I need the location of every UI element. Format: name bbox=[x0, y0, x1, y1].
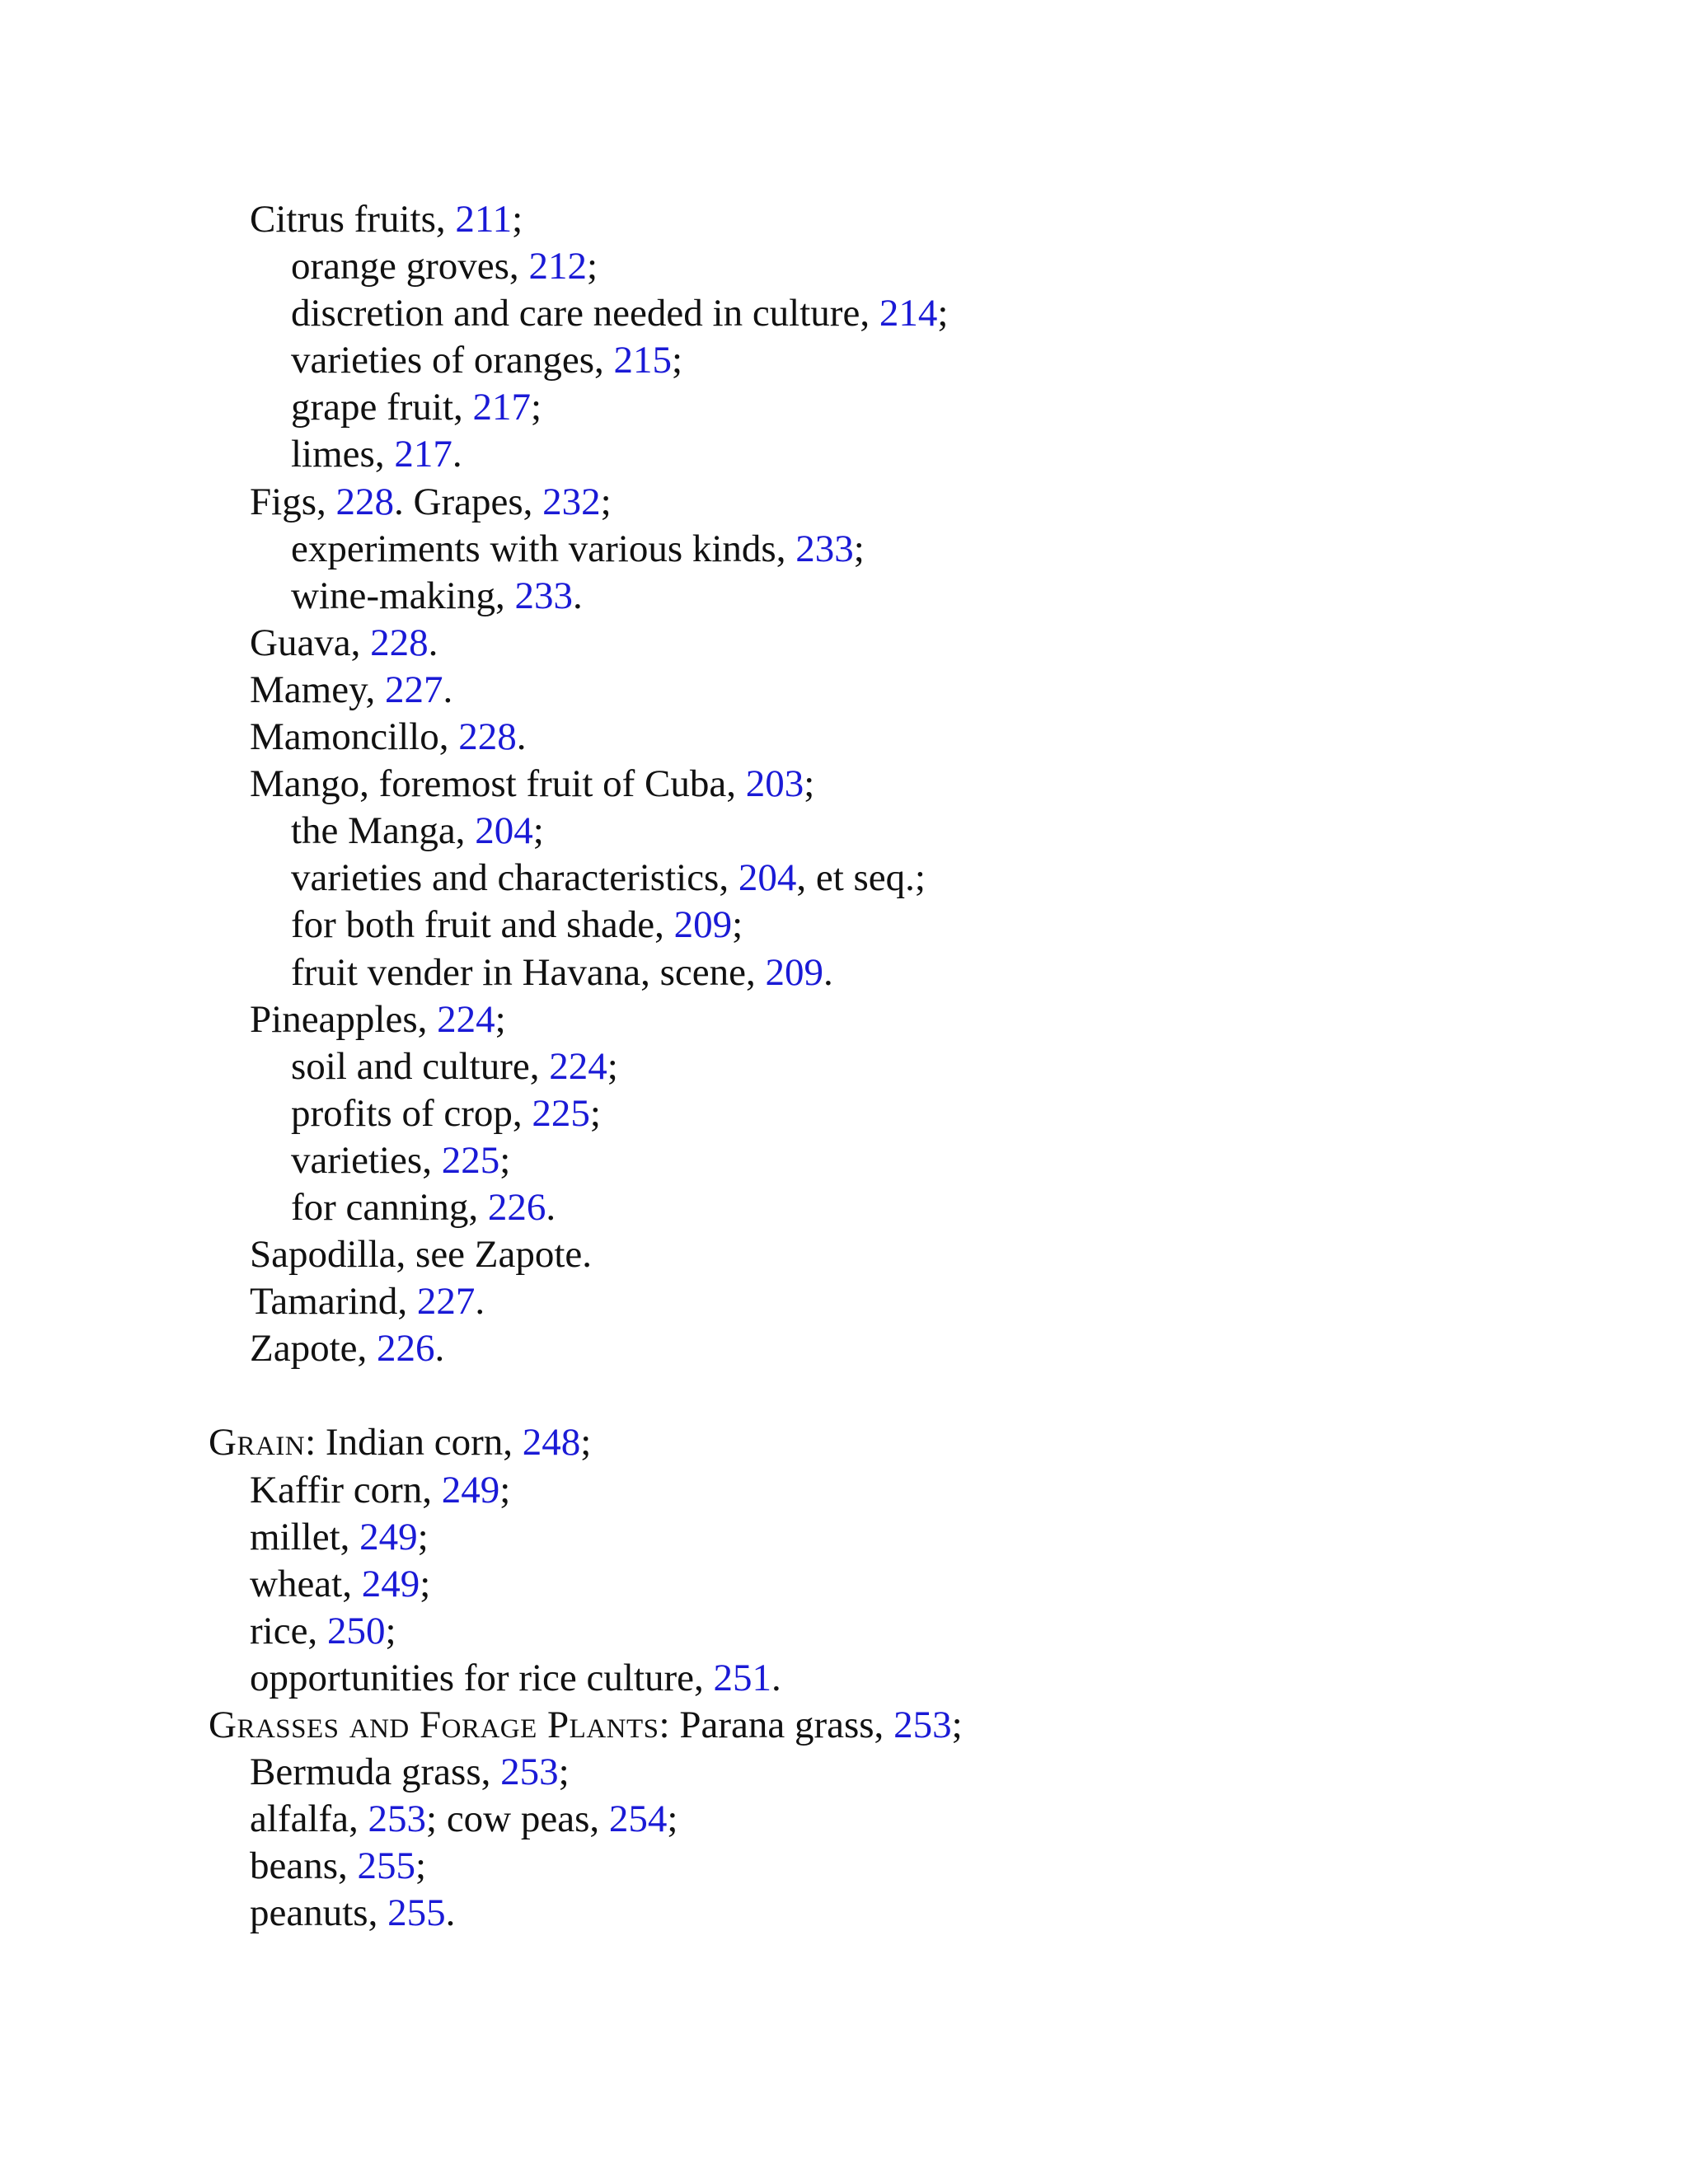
entry-text: varieties, bbox=[291, 1138, 442, 1182]
index-subentry bbox=[209, 431, 1610, 478]
page-number-link[interactable]: 233 bbox=[514, 574, 573, 617]
page-number-link[interactable]: 217 bbox=[472, 386, 532, 429]
entry-text: : Parana grass, bbox=[659, 1704, 894, 1746]
index-subentry bbox=[209, 1090, 1610, 1137]
page-number-link[interactable]: 228 bbox=[335, 480, 394, 523]
entry-text: ; bbox=[499, 1138, 511, 1182]
entry-text: ; cow peas, bbox=[426, 1797, 609, 1841]
entry-text: . bbox=[434, 1327, 445, 1371]
page-number-link[interactable]: 211 bbox=[455, 198, 513, 241]
entry-text: ; bbox=[853, 527, 865, 570]
entry-text: orange groves, bbox=[291, 245, 529, 288]
entry-text: varieties and characteristics, bbox=[291, 856, 738, 900]
index-subentry bbox=[209, 1043, 1610, 1090]
entry-text: Tamarind, bbox=[250, 1280, 417, 1324]
index-entry bbox=[209, 479, 1610, 526]
entry-text: ; bbox=[531, 386, 542, 429]
entry-text: . bbox=[445, 1891, 456, 1935]
entry-text: alfalfa, bbox=[250, 1797, 368, 1841]
entry-text: soil and culture, bbox=[291, 1044, 550, 1088]
page-number-link[interactable]: 253 bbox=[893, 1704, 952, 1746]
page-number-link[interactable]: 255 bbox=[387, 1891, 446, 1935]
entry-text: . bbox=[428, 621, 438, 664]
index-subentry bbox=[209, 290, 1610, 337]
entry-text: Mamey, bbox=[250, 668, 386, 711]
index-subentry bbox=[209, 808, 1610, 855]
entry-text: beans, bbox=[250, 1844, 358, 1888]
entry-text: ; bbox=[495, 997, 506, 1041]
page-number-link[interactable]: 215 bbox=[613, 339, 673, 382]
page-number-link[interactable]: 233 bbox=[795, 527, 854, 570]
page-number-link[interactable]: 203 bbox=[745, 762, 804, 806]
entry-text: Mango, foremost fruit of Cuba, bbox=[250, 762, 746, 806]
entry-text: wheat, bbox=[250, 1562, 362, 1605]
entry-text: ; bbox=[600, 480, 612, 523]
page-number-link[interactable]: 250 bbox=[326, 1609, 386, 1652]
page-number-link[interactable]: 227 bbox=[416, 1280, 476, 1324]
page-number-link[interactable]: 224 bbox=[549, 1044, 607, 1088]
page-number-link[interactable]: 248 bbox=[522, 1421, 581, 1465]
page-number-link[interactable]: 209 bbox=[673, 903, 733, 947]
entry-text: . bbox=[516, 715, 527, 759]
entry-text: ; bbox=[586, 245, 598, 288]
index-entry bbox=[209, 1231, 1610, 1278]
entry-text: . bbox=[771, 1656, 781, 1699]
index-entry bbox=[209, 196, 1610, 243]
entry-text: opportunities for rice culture, bbox=[250, 1656, 714, 1699]
index-entry bbox=[209, 1796, 1610, 1843]
index-entry bbox=[209, 1325, 1610, 1372]
entry-text: ; bbox=[532, 809, 544, 853]
entry-text: limes, bbox=[291, 433, 395, 476]
entry-text: experiments with various kinds, bbox=[291, 527, 796, 570]
index-list bbox=[209, 196, 1610, 1937]
entry-text: grape fruit, bbox=[291, 386, 473, 429]
entry-text: for both fruit and shade, bbox=[291, 903, 674, 947]
entry-text: the Manga, bbox=[291, 809, 476, 853]
index-entry bbox=[209, 1467, 1610, 1514]
page-number-link[interactable]: 232 bbox=[542, 480, 601, 523]
entry-text: . bbox=[823, 950, 833, 994]
entry-text: ; bbox=[804, 762, 815, 806]
entry-text: ; bbox=[385, 1609, 396, 1652]
page-number-link[interactable]: 249 bbox=[361, 1562, 420, 1605]
index-subentry bbox=[209, 902, 1610, 949]
entry-text: wine-making, bbox=[291, 574, 515, 617]
entry-text: : Indian corn, bbox=[305, 1421, 523, 1465]
page-number-link[interactable]: 217 bbox=[394, 433, 452, 476]
entry-text: . bbox=[452, 433, 462, 476]
entry-text: Pineapples, bbox=[250, 997, 438, 1041]
entry-text: for canning, bbox=[291, 1185, 488, 1229]
page-number-link[interactable]: 255 bbox=[357, 1844, 416, 1888]
index-entry bbox=[209, 714, 1610, 761]
entry-text: Guava, bbox=[250, 621, 371, 664]
entry-text: Sapodilla, see Zapote. bbox=[250, 1233, 593, 1277]
entry-text: . Grapes, bbox=[394, 480, 543, 523]
index-subentry bbox=[209, 1184, 1610, 1231]
index-subentry bbox=[209, 384, 1610, 431]
page-number-link[interactable]: 209 bbox=[765, 950, 823, 994]
index-entry bbox=[209, 1561, 1610, 1608]
page-number-link[interactable]: 226 bbox=[487, 1185, 546, 1229]
index-subentry bbox=[209, 243, 1610, 290]
entry-text: ; bbox=[607, 1044, 618, 1088]
entry-text: ; bbox=[512, 198, 523, 241]
index-entry bbox=[209, 1843, 1610, 1890]
entry-text: discretion and care needed in culture, bbox=[291, 292, 879, 335]
index-subentry bbox=[209, 855, 1610, 902]
entry-text: ; bbox=[417, 1515, 429, 1558]
page-number-link[interactable]: 227 bbox=[385, 668, 443, 711]
page-number-link[interactable]: 214 bbox=[879, 292, 938, 335]
entry-text: ; bbox=[415, 1844, 427, 1888]
index-entry bbox=[209, 996, 1610, 1043]
page-number-link[interactable]: 253 bbox=[500, 1750, 559, 1794]
entry-text: . bbox=[475, 1280, 485, 1324]
entry-text: varieties of oranges, bbox=[291, 339, 614, 382]
section-spacer bbox=[209, 1372, 1610, 1419]
entry-text: ; bbox=[667, 1797, 678, 1841]
index-heading-entry bbox=[209, 1702, 1610, 1749]
entry-text: millet, bbox=[250, 1515, 360, 1558]
page-number-link[interactable]: 254 bbox=[608, 1797, 668, 1841]
page-number-link[interactable]: 251 bbox=[713, 1656, 772, 1699]
entry-text: Bermuda grass, bbox=[250, 1750, 501, 1794]
entry-text: ; bbox=[558, 1750, 570, 1794]
index-subentry bbox=[209, 573, 1610, 620]
entry-text: peanuts, bbox=[250, 1891, 388, 1935]
entry-text: ; bbox=[672, 339, 683, 382]
index-entry bbox=[209, 1655, 1610, 1702]
index-subentry bbox=[209, 337, 1610, 384]
page-number-link[interactable]: 226 bbox=[377, 1327, 435, 1371]
page-number-link[interactable]: 228 bbox=[370, 621, 429, 664]
entry-text: ; bbox=[589, 1091, 601, 1135]
entry-text: Citrus fruits, bbox=[250, 198, 456, 241]
entry-text: , et seq.; bbox=[796, 856, 926, 900]
entry-text: . bbox=[573, 574, 583, 617]
index-subentry bbox=[209, 526, 1610, 573]
page-number-link[interactable]: 225 bbox=[441, 1138, 500, 1182]
page-number-link[interactable]: 204 bbox=[475, 809, 533, 853]
entry-text: ; bbox=[732, 903, 743, 947]
page-number-link[interactable]: 224 bbox=[437, 997, 495, 1041]
page-number-link[interactable]: 228 bbox=[458, 715, 517, 759]
page-number-link[interactable]: 225 bbox=[532, 1091, 590, 1135]
entry-text: ; bbox=[937, 292, 949, 335]
entry-text: fruit vender in Havana, scene, bbox=[291, 950, 766, 994]
index-heading-entry bbox=[209, 1419, 1610, 1466]
index-entry bbox=[209, 1608, 1610, 1655]
section-heading-text: Grain bbox=[209, 1421, 306, 1465]
index-entry bbox=[209, 620, 1610, 667]
index-subentry bbox=[209, 949, 1610, 996]
page-number-link[interactable]: 253 bbox=[368, 1797, 427, 1841]
entry-text: . bbox=[546, 1185, 556, 1229]
entry-text: ; bbox=[499, 1468, 511, 1511]
index-entry bbox=[209, 1749, 1610, 1796]
page-number-link[interactable]: 212 bbox=[528, 245, 587, 288]
entry-text: profits of crop, bbox=[291, 1091, 532, 1135]
entry-text: . bbox=[443, 668, 453, 711]
entry-text: Kaffir corn, bbox=[250, 1468, 442, 1511]
entry-text: rice, bbox=[250, 1609, 327, 1652]
index-entry bbox=[209, 1890, 1610, 1937]
section-heading-text: Grasses and Forage Plants bbox=[209, 1704, 659, 1746]
page-number-link[interactable]: 249 bbox=[359, 1515, 418, 1558]
page-number-link[interactable]: 249 bbox=[441, 1468, 500, 1511]
entry-text: ; bbox=[951, 1704, 963, 1746]
index-entry bbox=[209, 1514, 1610, 1561]
entry-text: Zapote, bbox=[250, 1327, 377, 1371]
entry-text: Figs, bbox=[250, 480, 336, 523]
page-number-link[interactable]: 204 bbox=[738, 856, 797, 900]
index-entry bbox=[209, 667, 1610, 714]
entry-text: ; bbox=[580, 1421, 592, 1465]
entry-text: Mamoncillo, bbox=[250, 715, 459, 759]
index-entry bbox=[209, 761, 1610, 808]
index-subentry bbox=[209, 1137, 1610, 1184]
entry-text: ; bbox=[420, 1562, 431, 1605]
index-entry bbox=[209, 1278, 1610, 1325]
